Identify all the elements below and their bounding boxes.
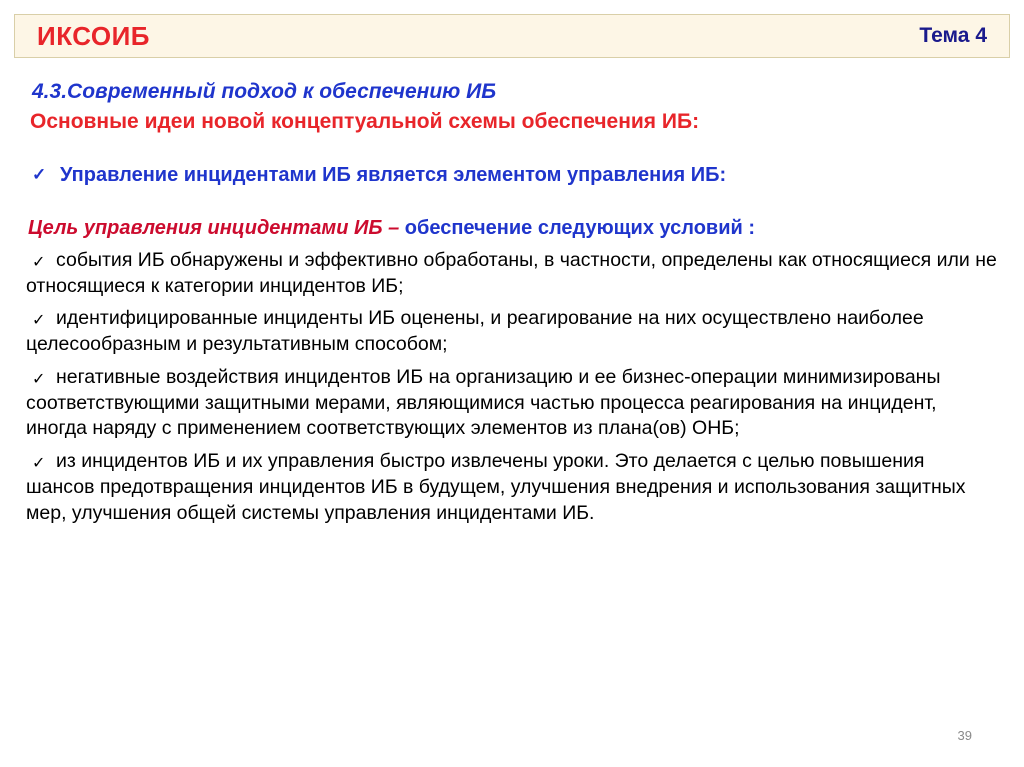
condition-text: негативные воздействия инцидентов ИБ на организацию и ее бизнес-операции минимизированы соответствующими защитными мерами, являющимися частью процесса реагирования на инцидент, иногда наряду с применением соответствующих элементов из плана(ов) ОНБ; <box>26 365 941 440</box>
key-idea-bullet <box>32 164 998 187</box>
condition-text: идентифицированные инциденты ИБ оценены, и реагирование на них осуществлено наиболее целесообразным и результативным способом; <box>26 307 924 356</box>
list-item <box>26 365 998 442</box>
condition-text: из инцидентов ИБ и их управления быстро извлечены уроки. Это делается с целью повышения шансов предотвращения инцидентов ИБ в будущем, улучшения внедрения и использования защитных мер, улучшения общей системы управления инцидентами ИБ. <box>26 450 966 524</box>
page-number: 39 <box>957 728 972 743</box>
goal-statement-blue: обеспечение следующих условий : <box>404 217 756 239</box>
checkmark-icon: ✓ <box>32 370 46 388</box>
list-item <box>26 449 998 526</box>
topic-label: Тема 4 <box>919 24 987 47</box>
checkmark-icon: ✓ <box>32 254 46 271</box>
goal-statement-red: Цель управления инцидентами ИБ – <box>28 217 400 239</box>
condition-text: события ИБ обнаружены и эффективно обработаны, в частности, определены как относящиеся или не относящиеся к категории инцидентов ИБ; <box>26 249 997 297</box>
checkmark-icon: ✓ <box>32 455 46 473</box>
list-item <box>26 248 998 299</box>
slide-content <box>26 72 998 526</box>
section-heading: 4.3.Современный подход к обеспечению ИБ <box>32 80 497 103</box>
checkmark-icon: ✓ <box>32 312 46 330</box>
list-item <box>26 306 998 357</box>
lead-line: Основные идеи новой концептуальной схемы обеспечения ИБ: <box>30 110 700 133</box>
course-title: ИКСОИБ <box>37 20 150 51</box>
key-idea-text: Управление инцидентами ИБ является элементом управления ИБ: <box>60 164 727 186</box>
goal-statement <box>28 215 998 241</box>
slide-header-bar <box>14 14 1010 58</box>
checkmark-icon: ✓ <box>32 165 47 184</box>
